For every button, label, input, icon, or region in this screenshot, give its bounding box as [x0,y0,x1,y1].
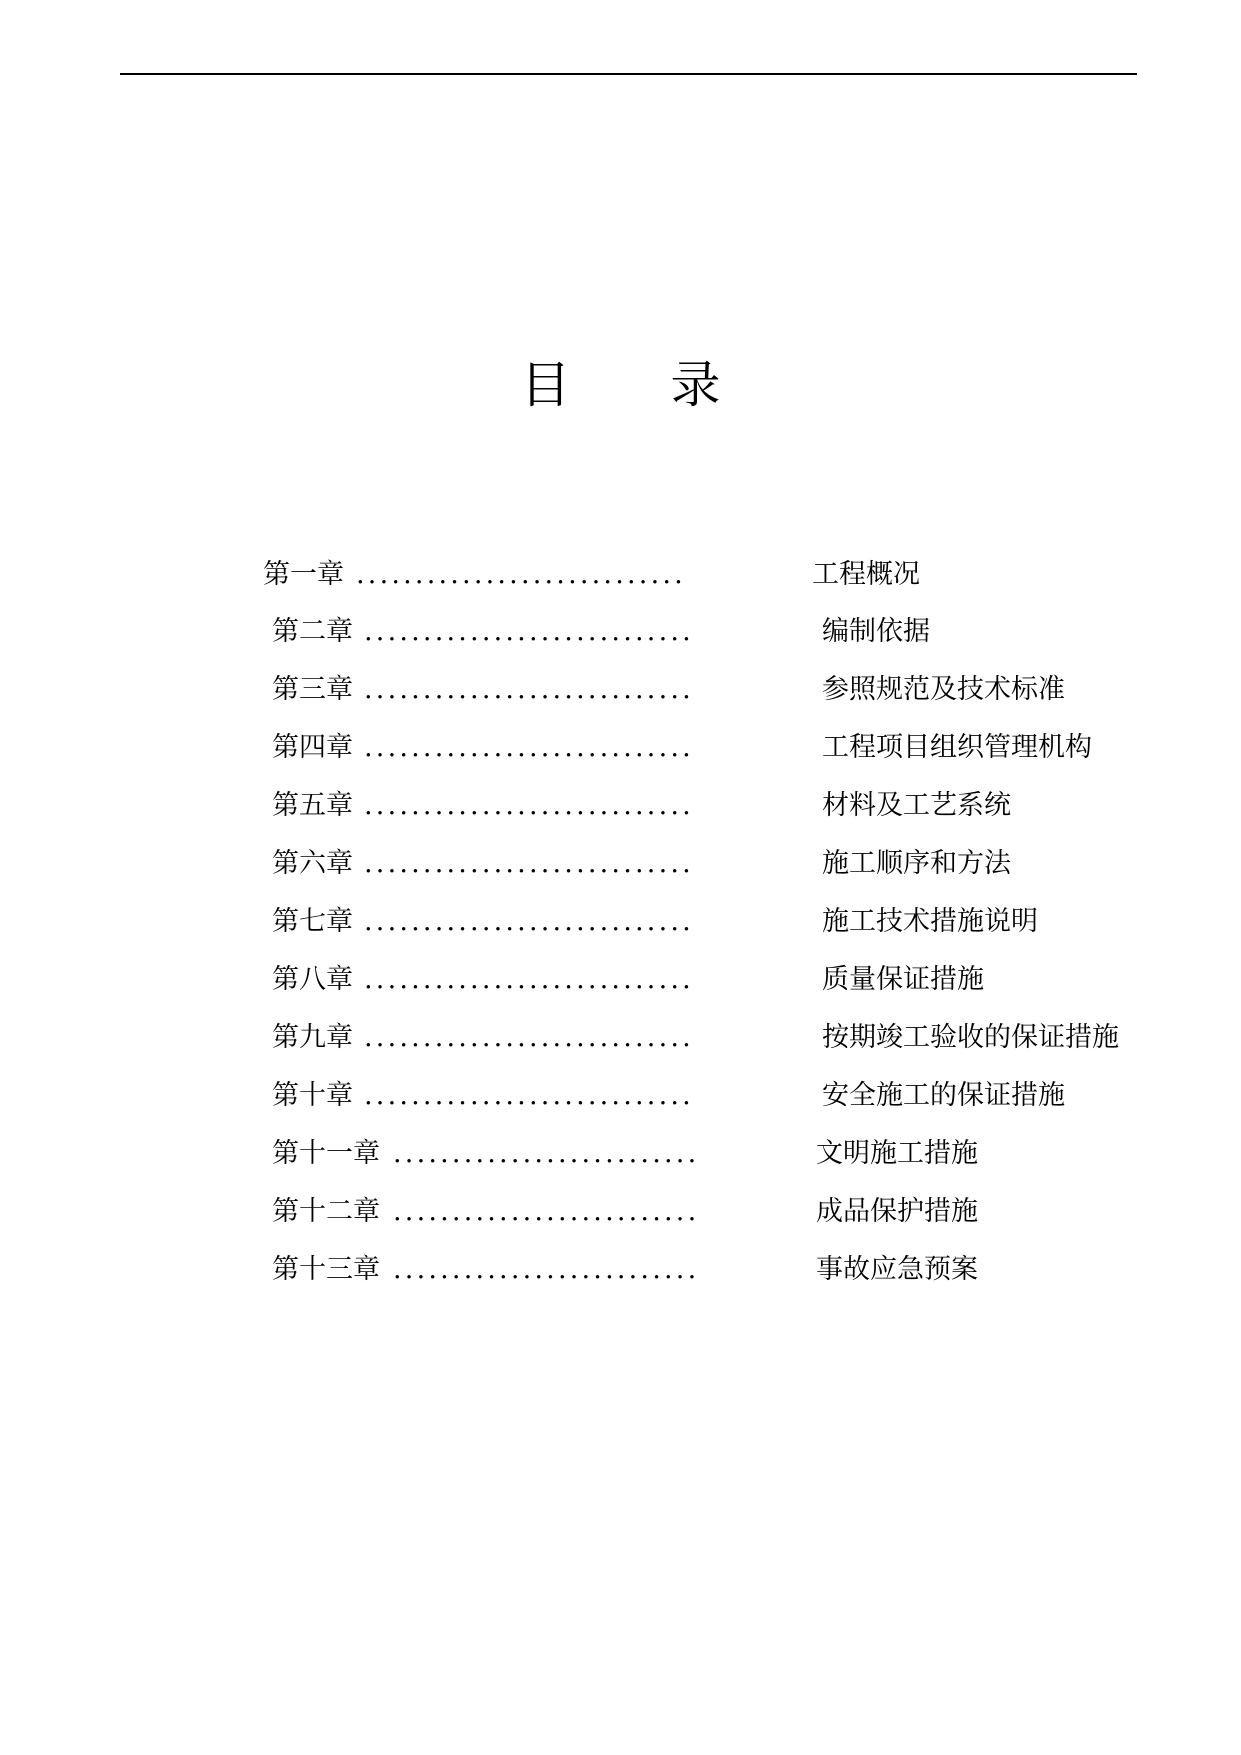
toc-entry-12[interactable] [0,1192,1241,1232]
toc-chapter-label: 第一章 [263,559,344,590]
toc-chapter-label: 第四章 [272,732,353,763]
toc-heading: 编制依据 [822,616,930,647]
toc-heading: 文明施工措施 [816,1138,978,1169]
toc-heading: 材料及工艺系统 [822,790,1011,821]
toc-chapter-label: 第六章 [272,848,353,879]
toc-chapter-label: 第九章 [272,1022,353,1053]
toc-dot-leader: .......................... [393,1196,700,1227]
toc-dot-leader: ............................ [364,1022,694,1053]
toc-chapter-label: 第十三章 [272,1254,380,1285]
toc-entry-3[interactable] [0,670,1241,710]
toc-chapter-label: 第十二章 [272,1196,380,1227]
toc-dot-leader: ............................ [364,1080,694,1111]
toc-chapter-label: 第五章 [272,790,353,821]
toc-dot-leader: ............................ [364,674,694,705]
toc-heading: 按期竣工验收的保证措施 [822,1022,1119,1053]
toc-heading: 事故应急预案 [816,1254,978,1285]
toc-entry-1[interactable] [0,555,1241,595]
toc-entry-4[interactable] [0,728,1241,768]
toc-heading: 安全施工的保证措施 [822,1080,1065,1111]
toc-entry-8[interactable] [0,960,1241,1000]
toc-dot-leader: ............................ [364,964,694,995]
toc-entry-2[interactable] [0,612,1241,652]
toc-chapter-label: 第十一章 [272,1138,380,1169]
toc-dot-leader: ............................ [364,732,694,763]
toc-entry-9[interactable] [0,1018,1241,1058]
toc-dot-leader: .......................... [393,1138,700,1169]
toc-heading: 成品保护措施 [816,1196,978,1227]
toc-dot-leader: ............................ [356,559,686,590]
toc-chapter-label: 第二章 [272,616,353,647]
toc-entry-6[interactable] [0,844,1241,884]
toc-heading: 工程概况 [812,559,920,590]
toc-dot-leader: ............................ [364,906,694,937]
toc-chapter-label: 第八章 [272,964,353,995]
toc-heading: 质量保证措施 [822,964,984,995]
toc-entry-5[interactable] [0,786,1241,826]
toc-entry-13[interactable] [0,1250,1241,1290]
toc-entry-7[interactable] [0,902,1241,942]
toc-dot-leader: ............................ [364,616,694,647]
toc-title-char-1: 目 [520,356,571,414]
toc-chapter-label: 第七章 [272,906,353,937]
toc-dot-leader: ............................ [364,848,694,879]
toc-entry-11[interactable] [0,1134,1241,1174]
toc-chapter-label: 第三章 [272,674,353,705]
toc-heading: 参照规范及技术标准 [822,674,1065,705]
toc-dot-leader: ............................ [364,790,694,821]
toc-heading: 施工技术措施说明 [822,906,1038,937]
toc-entry-10[interactable] [0,1076,1241,1116]
toc-heading: 工程项目组织管理机构 [822,732,1092,763]
toc-heading: 施工顺序和方法 [822,848,1011,879]
toc-title-char-2: 录 [670,356,721,414]
toc-dot-leader: .......................... [393,1254,700,1285]
toc-chapter-label: 第十章 [272,1080,353,1111]
